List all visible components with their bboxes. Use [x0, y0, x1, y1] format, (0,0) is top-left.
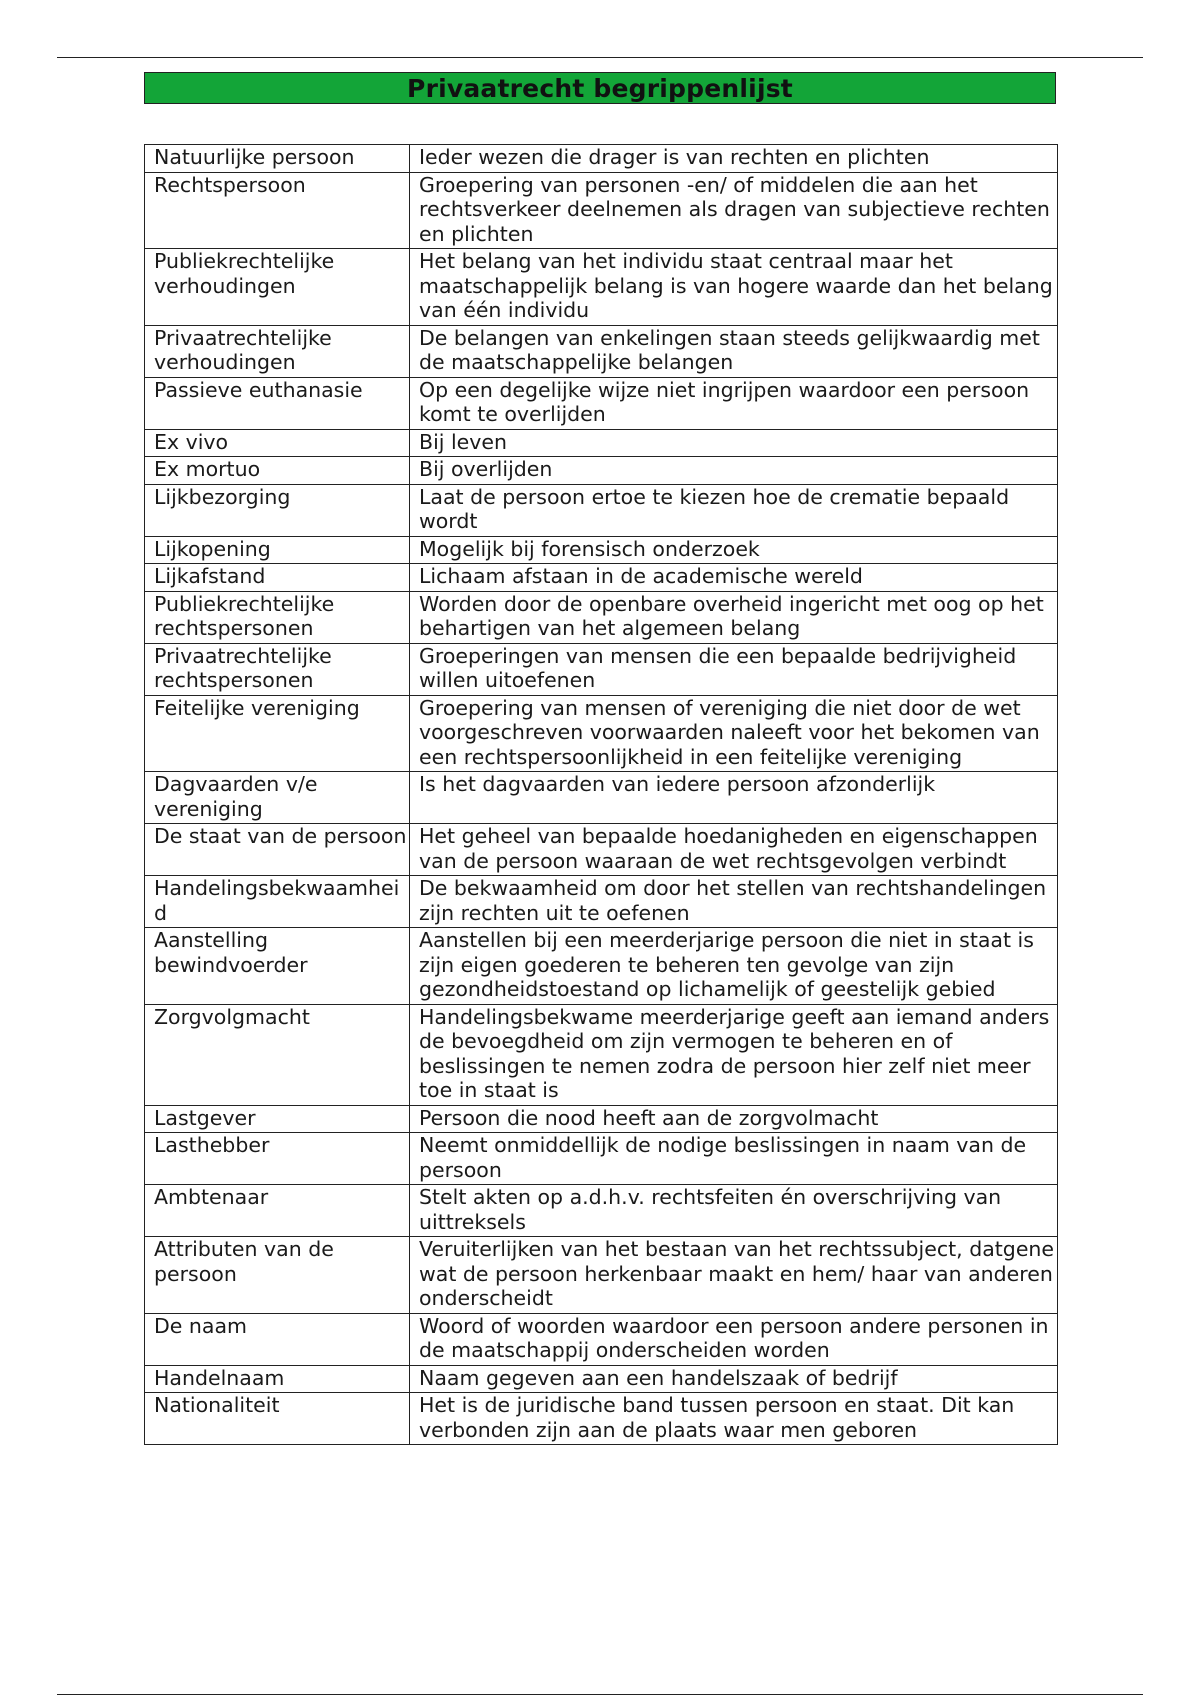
definition-cell: Neemt onmiddellijk de nodige beslissingen in naam van de persoon: [410, 1133, 1058, 1185]
header-rule: [57, 57, 1143, 58]
term-cell: Lastgever: [145, 1105, 410, 1133]
table-row: [145, 772, 1058, 824]
table-row: [145, 695, 1058, 772]
table-row: [145, 928, 1058, 1005]
title-banner: [144, 72, 1056, 104]
definition-cell: Stelt akten op a.d.h.v. rechtsfeiten én overschrijving van uittreksels: [410, 1185, 1058, 1237]
term-cell: Handelnaam: [145, 1365, 410, 1393]
glossary-body: [145, 145, 1058, 1445]
table-row: [145, 249, 1058, 326]
table-row: [145, 325, 1058, 377]
table-row: [145, 876, 1058, 928]
table-row: [145, 429, 1058, 457]
definition-cell: Woord of woorden waardoor een persoon andere personen in de maatschappij onderscheiden worden: [410, 1313, 1058, 1365]
term-cell: Attributen van de persoon: [145, 1237, 410, 1314]
table-row: [145, 536, 1058, 564]
definition-cell: Bij leven: [410, 429, 1058, 457]
table-row: [145, 1105, 1058, 1133]
table-row: [145, 484, 1058, 536]
table-row: [145, 1313, 1058, 1365]
definition-cell: Veruiterlijken van het bestaan van het rechtssubject, datgene wat de persoon herkenbaar maakt en hem/ haar van anderen onderscheidt: [410, 1237, 1058, 1314]
table-row: [145, 643, 1058, 695]
definition-cell: Ieder wezen die drager is van rechten en plichten: [410, 145, 1058, 173]
term-cell: Feitelijke vereniging: [145, 695, 410, 772]
table-row: [145, 172, 1058, 249]
term-cell: De staat van de persoon: [145, 824, 410, 876]
definition-cell: Worden door de openbare overheid ingericht met oog op het behartigen van het algemeen belang: [410, 591, 1058, 643]
footer-rule: [57, 1694, 1143, 1695]
definition-cell: Naam gegeven aan een handelszaak of bedrijf: [410, 1365, 1058, 1393]
definition-cell: Persoon die nood heeft aan de zorgvolmacht: [410, 1105, 1058, 1133]
term-cell: Ex mortuo: [145, 457, 410, 485]
definition-cell: De belangen van enkelingen staan steeds gelijkwaardig met de maatschappelijke belangen: [410, 325, 1058, 377]
definition-cell: Lichaam afstaan in de academische wereld: [410, 564, 1058, 592]
term-cell: Lijkbezorging: [145, 484, 410, 536]
term-cell: Publiekrechtelijke rechtspersonen: [145, 591, 410, 643]
definition-cell: Handelingsbekwame meerderjarige geeft aan iemand anders de bevoegdheid om zijn vermogen te beheren en of beslissingen te nemen zodra de persoon hier zelf niet meer toe in staat is: [410, 1004, 1058, 1105]
term-cell: Lasthebber: [145, 1133, 410, 1185]
definition-cell: Aanstellen bij een meerderjarige persoon die niet in staat is zijn eigen goederen te beheren ten gevolge van zijn gezondheidstoestand op lichamelijk of geestelijk gebied: [410, 928, 1058, 1005]
term-cell: Dagvaarden v/e vereniging: [145, 772, 410, 824]
term-cell: Zorgvolgmacht: [145, 1004, 410, 1105]
table-row: [145, 1133, 1058, 1185]
term-cell: Handelingsbekwaamheid: [145, 876, 410, 928]
term-cell: Natuurlijke persoon: [145, 145, 410, 173]
term-cell: Privaatrechtelijke rechtspersonen: [145, 643, 410, 695]
table-row: [145, 824, 1058, 876]
term-cell: Lijkopening: [145, 536, 410, 564]
term-cell: Ambtenaar: [145, 1185, 410, 1237]
table-row: [145, 1004, 1058, 1105]
term-cell: Privaatrechtelijke verhoudingen: [145, 325, 410, 377]
glossary-table: [144, 144, 1058, 1445]
term-cell: Ex vivo: [145, 429, 410, 457]
table-row: [145, 377, 1058, 429]
definition-cell: Het belang van het individu staat centraal maar het maatschappelijk belang is van hogere waarde dan het belang van één individu: [410, 249, 1058, 326]
term-cell: Lijkafstand: [145, 564, 410, 592]
table-row: [145, 1365, 1058, 1393]
table-row: [145, 591, 1058, 643]
definition-cell: Groepering van personen -en/ of middelen die aan het rechtsverkeer deelnemen als dragen van subjectieve rechten en plichten: [410, 172, 1058, 249]
table-row: [145, 457, 1058, 485]
definition-cell: Bij overlijden: [410, 457, 1058, 485]
definition-cell: Mogelijk bij forensisch onderzoek: [410, 536, 1058, 564]
term-cell: Publiekrechtelijke verhoudingen: [145, 249, 410, 326]
definition-cell: Groeperingen van mensen die een bepaalde bedrijvigheid willen uitoefenen: [410, 643, 1058, 695]
definition-cell: Het geheel van bepaalde hoedanigheden en eigenschappen van de persoon waaraan de wet rechtsgevolgen verbindt: [410, 824, 1058, 876]
term-cell: Rechtspersoon: [145, 172, 410, 249]
page-title: Privaatrecht begrippenlijst: [407, 73, 793, 103]
definition-cell: Is het dagvaarden van iedere persoon afzonderlijk: [410, 772, 1058, 824]
table-row: [145, 564, 1058, 592]
table-row: [145, 1393, 1058, 1445]
term-cell: Nationaliteit: [145, 1393, 410, 1445]
definition-cell: Op een degelijke wijze niet ingrijpen waardoor een persoon komt te overlijden: [410, 377, 1058, 429]
table-row: [145, 1237, 1058, 1314]
term-cell: Aanstelling bewindvoerder: [145, 928, 410, 1005]
definition-cell: Het is de juridische band tussen persoon en staat. Dit kan verbonden zijn aan de plaats waar men geboren: [410, 1393, 1058, 1445]
definition-cell: Laat de persoon ertoe te kiezen hoe de crematie bepaald wordt: [410, 484, 1058, 536]
table-row: [145, 1185, 1058, 1237]
table-row: [145, 145, 1058, 173]
definition-cell: De bekwaamheid om door het stellen van rechtshandelingen zijn rechten uit te oefenen: [410, 876, 1058, 928]
term-cell: De naam: [145, 1313, 410, 1365]
definition-cell: Groepering van mensen of vereniging die niet door de wet voorgeschreven voorwaarden naleeft voor het bekomen van een rechtspersoonlijkheid in een feitelijke vereniging: [410, 695, 1058, 772]
term-cell: Passieve euthanasie: [145, 377, 410, 429]
